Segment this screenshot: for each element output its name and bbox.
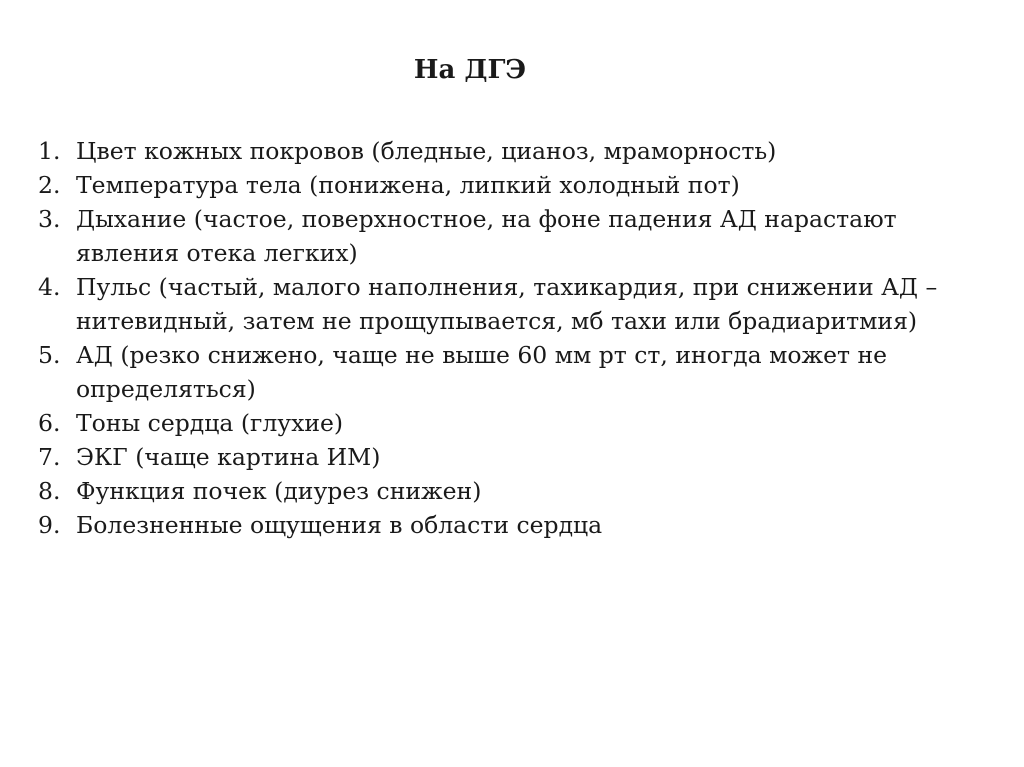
symptom-list (38, 134, 958, 542)
list-item-text: Тоны сердца (глухие) (76, 409, 344, 437)
list-item (38, 440, 958, 474)
list-item (38, 474, 958, 508)
list-item-number: 4. (38, 273, 61, 301)
slide-title: На ДГЭ (413, 55, 527, 85)
list-item-text: ЭКГ (чаще картина ИМ) (76, 443, 381, 471)
list-item-text: Функция почек (диурез снижен) (76, 477, 482, 505)
list-item-number: 2. (38, 171, 61, 199)
list-item (38, 202, 958, 270)
list-item-text: АД (резко снижено, чаще не выше 60 мм рт ст, иногда может не определяться) (76, 341, 888, 403)
list-item-text: Температура тела (понижена, липкий холодный пот) (76, 171, 740, 199)
list-item-number: 6. (38, 409, 61, 437)
list-item-number: 9. (38, 511, 61, 539)
list-item-text: Цвет кожных покровов (бледные, цианоз, мраморность) (76, 137, 777, 165)
list-item-number: 3. (38, 205, 61, 233)
list-item (38, 168, 958, 202)
list-item-text: Пульс (частый, малого наполнения, тахикардия, при снижении АД – нитевидный, затем не прощупывается, мб тахи или брадиаритмия) (76, 273, 938, 335)
list-item-number: 7. (38, 443, 61, 471)
list-item (38, 270, 958, 338)
list-item-text: Дыхание (частое, поверхностное, на фоне падения АД нарастают явления отека легких) (76, 205, 897, 267)
list-item (38, 338, 958, 406)
list-item (38, 508, 958, 542)
list-item-number: 8. (38, 477, 61, 505)
list-item-text: Болезненные ощущения в области сердца (76, 511, 603, 539)
list-item-number: 5. (38, 341, 61, 369)
list-item (38, 134, 958, 168)
list-item (38, 406, 958, 440)
list-item-number: 1. (38, 137, 61, 165)
